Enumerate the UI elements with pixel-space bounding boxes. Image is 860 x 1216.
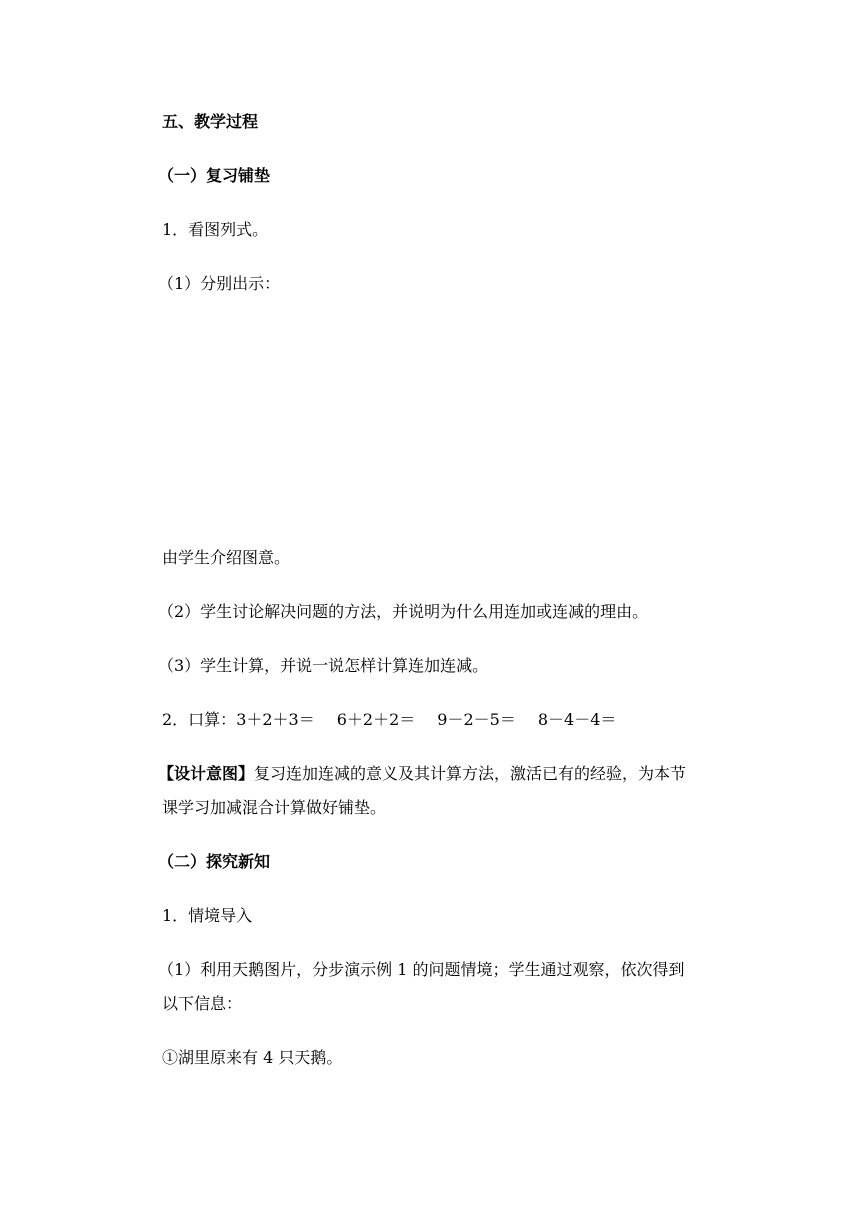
paragraph-discuss-method: （2）学生讨论解决问题的方法，并说明为什么用连加或连减的理由。 [158,602,649,621]
paragraph-swan-demo-line1: （1）利用天鹅图片，分步演示例 1 的问题情境；学生通过观察，依次得到 [158,960,685,979]
oral-label: 2．口算： [162,710,237,729]
paragraph-four-swans: ①湖里原来有 4 只天鹅。 [162,1048,343,1067]
paragraph-introduce-picture: 由学生介绍图意。 [162,548,291,567]
subsection-title-explore: （二）探究新知 [158,852,271,871]
design-intent-tag: 【设计意图】 [158,764,255,783]
design-intent-line2: 课学习加减混合计算做好铺垫。 [162,798,387,817]
oral-item: 9－2－5＝ [437,710,516,729]
paragraph-situation-intro: 1．情境导入 [162,906,253,925]
subsection-title-review: （一）复习铺垫 [158,166,271,185]
paragraph-look-and-write: 1．看图列式。 [162,220,269,239]
design-intent-text: 复习连加连减的意义及其计算方法，激活已有的经验，为本节 [254,764,687,783]
paragraph-calculate: （3）学生计算，并说一说怎样计算连加连减。 [158,656,489,675]
oral-calculation [162,710,616,730]
oral-item: 3＋2＋3＝ [236,710,315,729]
paragraph-show-separately: （1）分别出示： [158,274,281,293]
oral-item: 6＋2＋2＝ [336,710,416,729]
paragraph-swan-demo-line2: 以下信息： [162,994,243,1013]
design-intent-line1 [158,764,686,784]
oral-item: 8－4－4＝ [537,710,617,729]
section-title: 五、教学过程 [162,112,259,131]
